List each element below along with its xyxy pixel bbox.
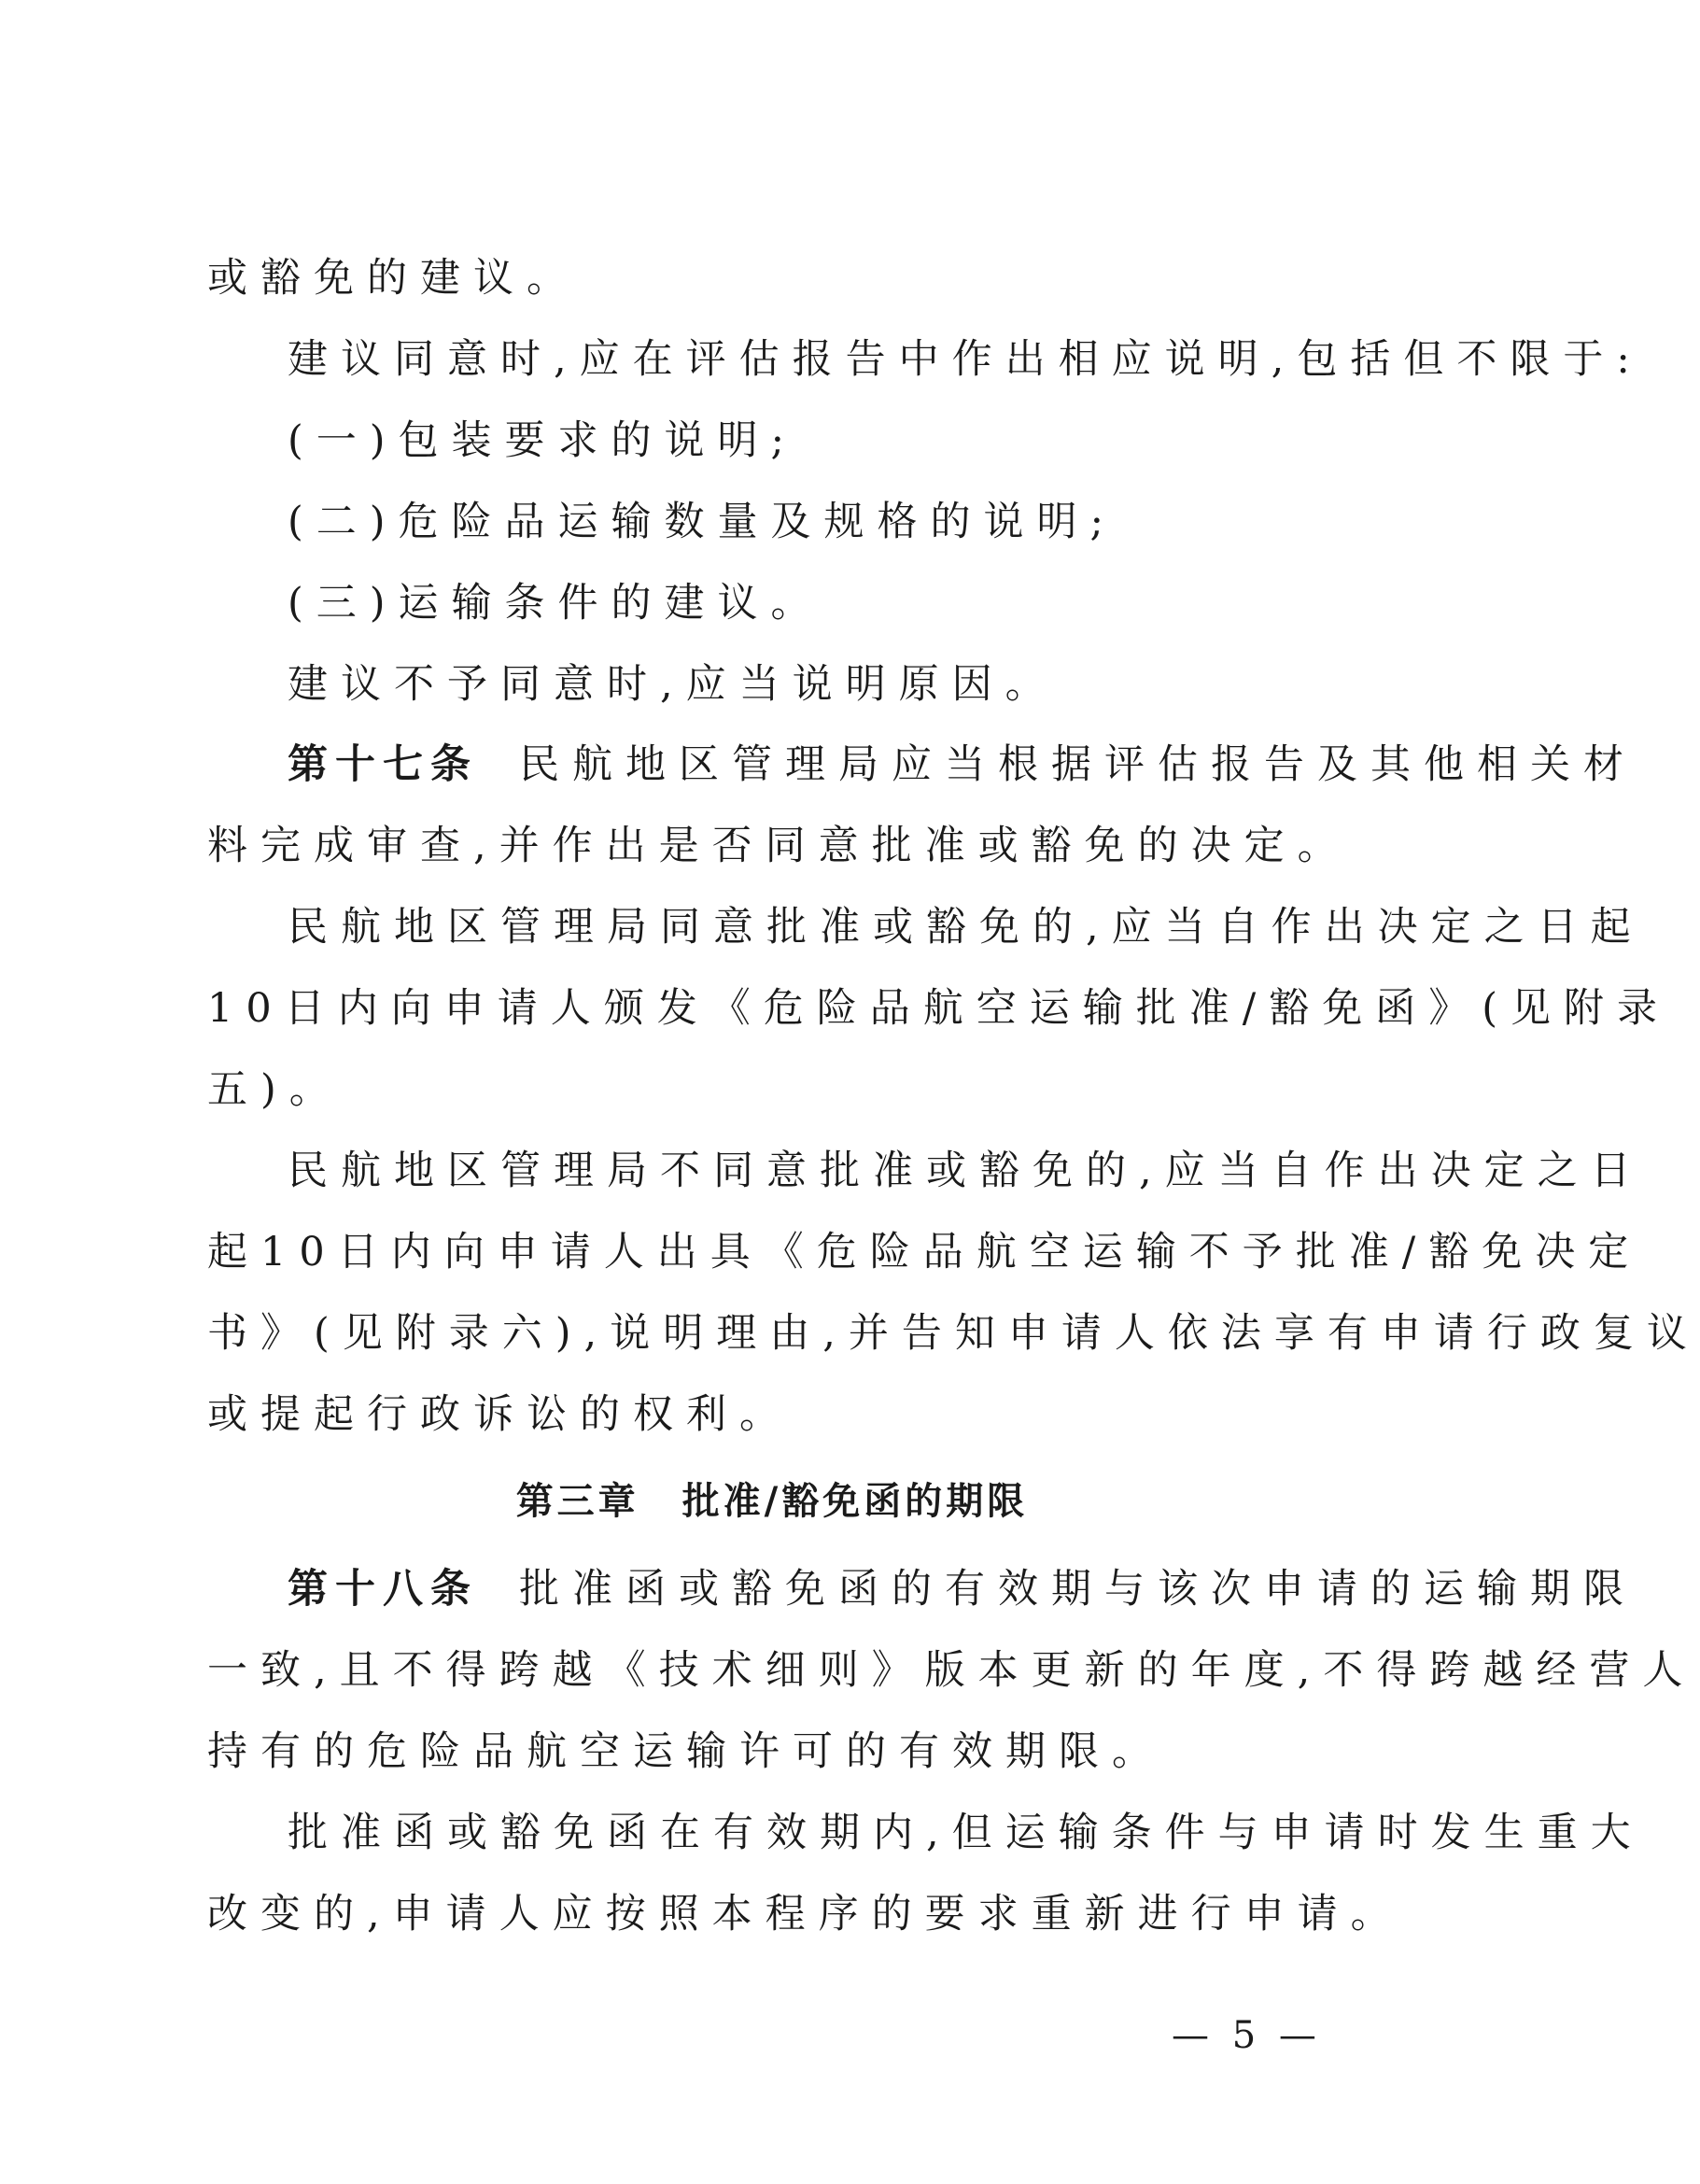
article-17-text: 民航地区管理局应当根据评估报告及其他相关材 (519, 741, 1637, 788)
paragraph-line: 建议不予同意时,应当说明原因。 (288, 661, 1059, 708)
article-18-text: 批准函或豁免函的有效期与该次申请的运输期限 (519, 1566, 1637, 1613)
article-17-paragraph (288, 737, 1637, 793)
paragraph-line: 书》(见附录六),说明理由,并告知申请人依法享有申请行政复议 (207, 1310, 1700, 1357)
paragraph-line: 10日内向申请人颁发《危险品航空运输批准/豁免函》(见附录 (207, 985, 1670, 1032)
chapter-heading (0, 1473, 1544, 1529)
paragraph-line: 五)。 (207, 1066, 343, 1113)
paragraph-line: 一致,且不得跨越《技术细则》版本更新的年度,不得跨越经营人 (207, 1647, 1696, 1694)
paragraph-line: 民航地区管理局不同意批准或豁免的,应当自作出决定之日 (288, 1148, 1644, 1194)
article-18-label: 第十八条 (288, 1566, 478, 1613)
paragraph-line: 持有的危险品航空运输许可的有效期限。 (207, 1728, 1165, 1775)
paragraph-line: 或豁免的建议。 (207, 255, 580, 302)
chapter-title: 批准/豁免函的期限 (681, 1480, 1029, 1523)
paragraph-line: 料完成审查,并作出是否同意批准或豁免的决定。 (207, 823, 1351, 869)
page-number: — 5 — (1172, 2014, 1322, 2057)
list-item: (二)危险品运输数量及规格的说明; (288, 499, 1117, 545)
paragraph-line: 建议同意时,应在评估报告中作出相应说明,包括但不限于: (288, 336, 1643, 383)
paragraph-line: 起10日内向申请人出具《危险品航空运输不予批准/豁免决定 (207, 1229, 1642, 1275)
paragraph-line: 或提起行政诉讼的权利。 (207, 1391, 793, 1438)
article-17-label: 第十七条 (288, 741, 478, 788)
paragraph-line: 改变的,申请人应按照本程序的要求重新进行申请。 (207, 1891, 1404, 1937)
list-item: (三)运输条件的建议。 (288, 580, 824, 627)
article-18-paragraph (288, 1561, 1637, 1617)
paragraph-line: 民航地区管理局同意批准或豁免的,应当自作出决定之日起 (288, 904, 1644, 951)
list-item: (一)包装要求的说明; (288, 417, 798, 464)
chapter-number: 第三章 (515, 1480, 639, 1523)
paragraph-line: 批准函或豁免函在有效期内,但运输条件与申请时发生重大 (288, 1810, 1644, 1856)
